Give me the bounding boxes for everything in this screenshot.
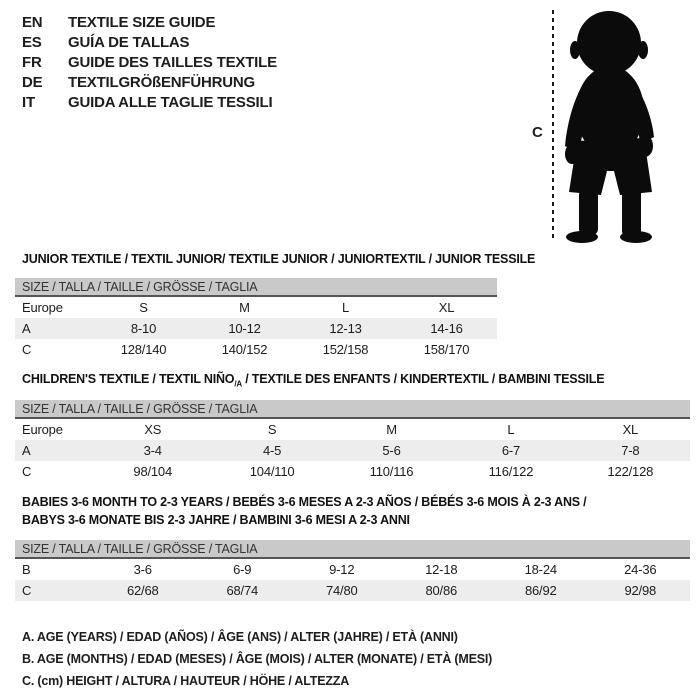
section-title-children bbox=[22, 372, 604, 389]
size-cell: 104/110 bbox=[249, 464, 295, 479]
language-label: TEXTILE SIZE GUIDE bbox=[68, 14, 216, 31]
language-label: TEXTILGRÖßENFÜHRUNG bbox=[68, 74, 256, 91]
footnote-age-years: A. AGE (YEARS) / EDAD (AÑOS) / ÂGE (ANS) / ALTER (JAHRE) / ETÀ (ANNI) bbox=[22, 630, 458, 644]
size-cell: 110/116 bbox=[369, 464, 414, 479]
size-cell: 12-13 bbox=[329, 321, 362, 336]
row-label: C bbox=[22, 342, 32, 357]
language-code: ES bbox=[22, 34, 42, 51]
table-row bbox=[15, 318, 497, 339]
size-cell: 116/122 bbox=[488, 464, 534, 479]
size-cell: 5-6 bbox=[382, 443, 401, 458]
size-cell: 12-18 bbox=[425, 562, 458, 577]
size-cell: 7-8 bbox=[621, 443, 640, 458]
row-label: A bbox=[22, 321, 31, 336]
babies-size-table bbox=[15, 540, 690, 601]
size-cell: 3-4 bbox=[143, 443, 162, 458]
height-measure-label: C bbox=[532, 124, 543, 141]
junior-size-table bbox=[15, 278, 497, 360]
height-dashed-line bbox=[552, 10, 554, 242]
section-title-babies bbox=[22, 493, 586, 529]
size-cell: L bbox=[507, 422, 515, 437]
title-text: / TEXTILE DES ENFANTS / KINDERTEXTIL / BAMBINI TESSILE bbox=[241, 372, 605, 386]
size-cell: 10-12 bbox=[228, 321, 261, 336]
language-code: DE bbox=[22, 74, 43, 91]
table-row bbox=[15, 580, 690, 601]
row-label: Europe bbox=[22, 300, 63, 315]
section-title-junior: JUNIOR TEXTILE / TEXTIL JUNIOR/ TEXTILE JUNIOR / JUNIORTEXTIL / JUNIOR TESSILE bbox=[22, 252, 536, 266]
size-cell: 122/128 bbox=[607, 464, 654, 479]
language-row bbox=[22, 93, 277, 113]
table-row bbox=[15, 440, 690, 461]
footnote-legend bbox=[22, 626, 492, 692]
language-label: GUIDE DES TAILLES TEXTILE bbox=[68, 54, 277, 71]
row-label: C bbox=[22, 464, 32, 479]
size-cell: M bbox=[239, 300, 250, 315]
language-row bbox=[22, 33, 277, 53]
size-cell: 4-5 bbox=[263, 443, 282, 458]
language-code: EN bbox=[22, 14, 43, 31]
size-cell: 86/92 bbox=[524, 583, 557, 598]
size-cell: 62/68 bbox=[126, 583, 159, 598]
title-text: CHILDREN'S TEXTILE / TEXTIL NIÑO bbox=[22, 372, 235, 386]
size-cell: 24-36 bbox=[624, 562, 657, 577]
size-cell: 74/80 bbox=[325, 583, 358, 598]
title-line: BABIES 3-6 MONTH TO 2-3 YEARS / BEBÉS 3-6 MESES A 2-3 AÑOS / BÉBÉS 3-6 MOIS À 2-3 ANS / bbox=[22, 495, 587, 509]
size-cell: S bbox=[267, 422, 277, 437]
size-cell: 152/158 bbox=[322, 342, 369, 357]
title-line: BABYS 3-6 MONATE BIS 2-3 JAHRE / BAMBINI 3-6 MESI A 2-3 ANNI bbox=[22, 513, 410, 527]
size-cell: 68/74 bbox=[226, 583, 259, 598]
language-row bbox=[22, 13, 277, 33]
size-cell: 92/98 bbox=[624, 583, 657, 598]
table-row bbox=[15, 559, 690, 580]
footnote-age-months: B. AGE (MONTHS) / EDAD (MESES) / ÂGE (MOIS) / ALTER (MONATE) / ETÀ (MESI) bbox=[22, 652, 493, 666]
language-label: GUÍA DE TALLAS bbox=[68, 34, 190, 51]
size-cell: M bbox=[386, 422, 397, 437]
language-list bbox=[22, 13, 277, 113]
size-table-header: SIZE / TALLA / TAILLE / GRÖSSE / TAGLIA bbox=[15, 400, 690, 419]
size-cell: 158/170 bbox=[423, 342, 470, 357]
size-cell: S bbox=[139, 300, 148, 315]
row-label: B bbox=[22, 562, 31, 577]
footnote-height-cm: C. (cm) HEIGHT / ALTURA / HAUTEUR / HÖHE / ALTEZZA bbox=[22, 674, 350, 688]
size-cell: 128/140 bbox=[120, 342, 167, 357]
size-cell: 140/152 bbox=[221, 342, 268, 357]
size-cell: XL bbox=[438, 300, 455, 315]
language-row bbox=[22, 53, 277, 73]
size-cell: XL bbox=[622, 422, 639, 437]
size-cell: 9-12 bbox=[329, 562, 355, 577]
title-subscript: /A bbox=[234, 379, 242, 389]
size-table-header: SIZE / TALLA / TAILLE / GRÖSSE / TAGLIA bbox=[15, 278, 497, 297]
language-code: IT bbox=[22, 94, 35, 111]
table-row bbox=[15, 419, 690, 440]
size-cell: 6-9 bbox=[233, 562, 252, 577]
size-cell: L bbox=[341, 300, 350, 315]
language-label: GUIDA ALLE TAGLIE TESSILI bbox=[68, 94, 273, 111]
size-cell: XS bbox=[144, 422, 162, 437]
children-size-table bbox=[15, 400, 690, 482]
toddler-silhouette-icon bbox=[562, 6, 670, 246]
row-label: C bbox=[22, 583, 32, 598]
language-code: FR bbox=[22, 54, 42, 71]
table-row bbox=[15, 297, 497, 318]
table-row bbox=[15, 339, 497, 360]
height-measure-figure bbox=[530, 6, 690, 248]
size-cell: 98/104 bbox=[133, 464, 172, 479]
row-label: Europe bbox=[22, 422, 63, 437]
row-label: A bbox=[22, 443, 31, 458]
table-row bbox=[15, 461, 690, 482]
size-cell: 18-24 bbox=[524, 562, 557, 577]
size-cell: 3-6 bbox=[133, 562, 152, 577]
size-cell: 80/86 bbox=[425, 583, 458, 598]
size-cell: 8-10 bbox=[130, 321, 157, 336]
size-table-header: SIZE / TALLA / TAILLE / GRÖSSE / TAGLIA bbox=[15, 540, 690, 559]
size-cell: 6-7 bbox=[501, 443, 521, 458]
language-row bbox=[22, 73, 277, 93]
size-cell: 14-16 bbox=[430, 321, 463, 336]
